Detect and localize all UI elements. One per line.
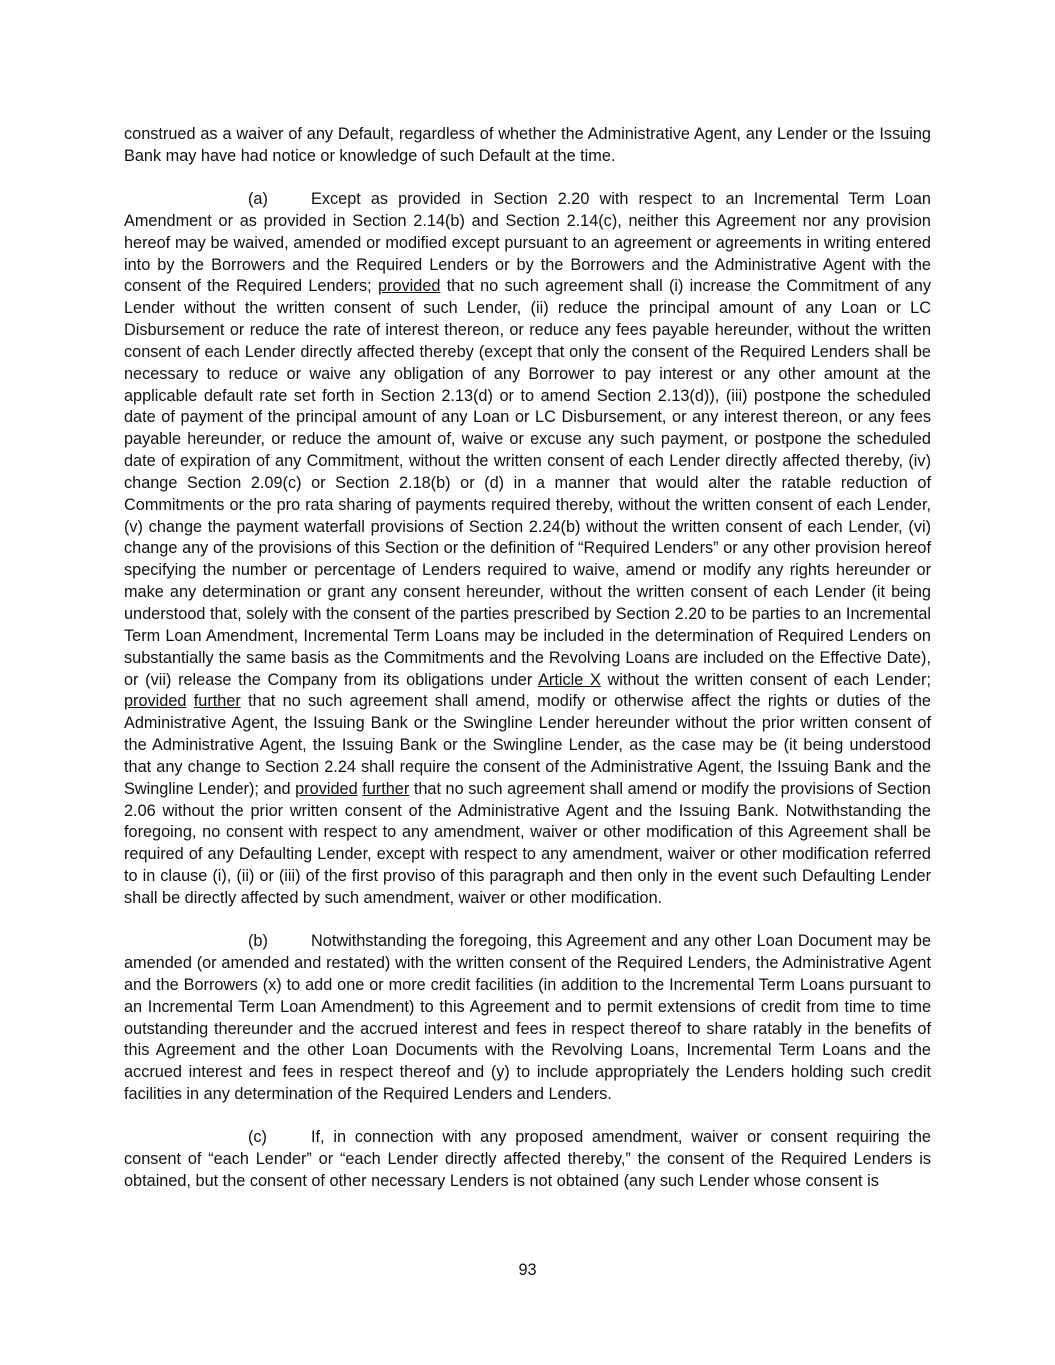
paragraph-a-text-7: that no such agreement shall amend or modify the provisions of Section 2.06 without the prior written consent of the Administrative Agent and the Issuing Bank. Notwithstanding the foregoing, no consent with respect to any amendment, waiver or other modification of this Agreement shall be required of any Defaulting Lender, except with respect to any amendment, waiver or other modification referred to in clause (i), (ii) or (iii) of the first proviso of this paragraph and then only in the event such Defaulting Lender shall be directly affected by such amendment, waiver or other modification. [124, 779, 931, 907]
paragraph-a-text-4 [186, 692, 193, 710]
paragraph-a [124, 189, 931, 910]
paragraph-c-text: If, in connection with any proposed amendment, waiver or consent requiring the consent of “each Lender” or “each Lender directly affected thereby,” the consent of the Required Lenders is obtained, but the consent of other necessary Lenders is not obtained (any such Lender whose consent is [124, 1128, 931, 1190]
further-term: further [362, 779, 410, 798]
paragraph-a-text-3: without the written consent of each Lender; [600, 670, 931, 689]
paragraph-a-text-1: Except as provided in Section 2.20 with respect to an Incremental Term Loan Amendment or as provided in Section 2.14(b) and Section 2.14(c), neither this Agreement nor any provision hereof may be waived, amended or modified except pursuant to an agreement or agreements in writing entered into by the Borrowers and the Required Lenders or by the Borrowers and the Administrative Agent with the consent of the Required Lenders; [124, 189, 931, 296]
paragraph-a-text-2: that no such agreement shall (i) increase the Commitment of any Lender without the written consent of such Lender, (ii) reduce the principal amount of any Loan or LC Disbursement or reduce the rate of interest thereon, or reduce any fees payable hereunder, without the written consent of each Lender directly affected thereby (except that only the consent of the Required Lenders shall be necessary to reduce or waive any obligation of any Borrower to pay interest or any other amount at the applicable default rate set forth in Section 2.13(d) or to amend Section 2.13(d)), (iii) postpone the scheduled date of payment of the principal amount of any Loan or LC Disbursement, or any interest thereon, or any fees payable hereunder, or reduce the amount of, waive or excuse any such payment, or postpone the scheduled date of expiration of any Commitment, without the written consent of each Lender directly affected thereby, (iv) change Section 2.09(c) or Section 2.18(b) or (d) in a manner that would alter the ratable reduction of Commitments or the pro rata sharing of payments required thereby, without the written consent of each Lender, (v) change the payment waterfall provisions of Section 2.24(b) without the written consent of each Lender, (vi) change any of the provisions of this Section or the definition of “Required Lenders” or any other provision hereof specifying the number or percentage of Lenders required to waive, amend or modify any rights hereunder or make any determination or grant any consent hereunder, without the written consent of each Lender (it being understood that, solely with the consent of the parties prescribed by Section 2.20 to be parties to an Incremental Term Loan Amendment, Incremental Term Loans may be included in the determination of Required Lenders on substantially the same basis as the Commitments and the Revolving Loans are included on the Effective Date), or (vii) release the Company from its obligations under [124, 277, 931, 689]
provided-term: provided [377, 277, 441, 296]
provided-term: provided [295, 779, 358, 798]
paragraph-c [124, 1127, 931, 1193]
paragraph-c-label: (c) [248, 1128, 267, 1147]
paragraph-b [124, 931, 931, 1106]
paragraph-b-label: (b) [248, 932, 268, 951]
paragraph-b-text: Notwithstanding the foregoing, this Agreement and any other Loan Document may be amended (or amended and restated) with the written consent of the Required Lenders, the Administrative Agent and the Borrowers (x) to add one or more credit facilities (in addition to the Incremental Term Loans pursuant to an Incremental Term Loan Amendment) to this Agreement and to permit extensions of credit from time to time outstanding thereunder and the accrued interest and fees in respect thereof to share ratably in the benefits of this Agreement and the other Loan Documents with the Revolving Loans, Incremental Term Loans and the accrued interest and fees in respect thereof and (y) to include appropriately the Lenders holding such credit facilities in any determination of the Required Lenders and Lenders. [124, 932, 931, 1104]
provided-term: provided [124, 692, 187, 711]
page-number: 93 [518, 1261, 537, 1279]
article-x-reference: Article X [538, 670, 601, 689]
document-body [124, 124, 931, 1193]
intro-paragraph: construed as a waiver of any Default, regardless of whether the Administrative Agent, any Lender or the Issuing Bank may have had notice or knowledge of such Default at the time. [124, 125, 931, 165]
paragraph-a-text-5: that no such agreement shall amend, modify or otherwise affect the rights or duties of the Administrative Agent, the Issuing Bank or the Swingline Lender hereunder without the prior written consent of the Administrative Agent, the Issuing Bank or the Swingline Lender, as the case may be (it being understood that any change to Section 2.24 shall require the consent of the Administrative Agent, the Issuing Bank and the Swingline Lender); and [124, 692, 931, 798]
further-term: further [193, 692, 241, 711]
paragraph-a-label: (a) [248, 189, 268, 208]
